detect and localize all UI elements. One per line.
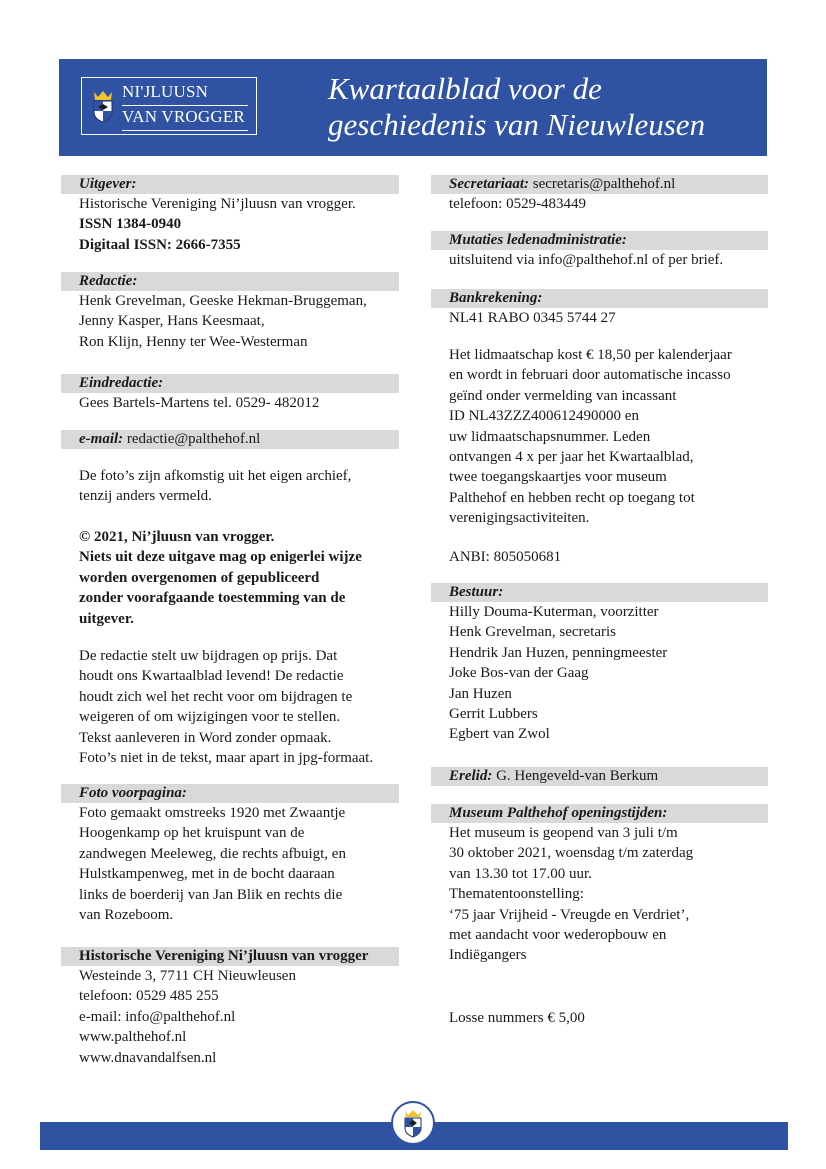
museum-label: Museum Palthehof openingstijden: xyxy=(431,804,768,823)
text-line: en wordt in februari door automatische incasso xyxy=(449,367,731,384)
text-line: houdt zich wel het recht voor om bijdragen te xyxy=(79,688,353,705)
text-line: © 2021, Ni’jluusn van vrogger. xyxy=(79,529,275,545)
erelid-label-row xyxy=(431,767,768,786)
text-line: www.dnavandalfsen.nl xyxy=(79,1049,217,1066)
redactie-text xyxy=(61,291,399,352)
text-line: geïnd onder vermelding van incassant xyxy=(449,387,677,404)
email-label: e-mail: xyxy=(79,431,124,447)
text-line: NL41 RABO 0345 5744 27 xyxy=(449,310,616,326)
text-line: Indiëgangers xyxy=(449,947,527,964)
text-line: twee toegangskaartjes voor museum xyxy=(449,469,667,486)
logo-divider xyxy=(122,105,248,106)
losse-nummers xyxy=(431,1008,768,1028)
text-line: weigeren of om wijzigingen voor te stellen. xyxy=(79,709,341,726)
secretariaat-value: secretaris@palthehof.nl xyxy=(532,176,676,192)
text-line: Tekst aanleveren in Word zonder opmaak. xyxy=(79,729,332,746)
bank-text xyxy=(431,308,768,328)
text-line: Gees Bartels-Martens tel. 0529- 482012 xyxy=(79,395,320,411)
text-line: zandwegen Meeleweg, die rechts afbuigt, en xyxy=(79,845,346,862)
text-line: www.palthehof.nl xyxy=(79,1029,187,1046)
text-line: tenzij anders vermeld. xyxy=(79,488,212,505)
text-line: Jenny Kasper, Hans Keesmaat, xyxy=(79,313,265,330)
mutaties-label: Mutaties ledenadministratie: xyxy=(431,231,768,250)
foto-label: Foto voorpagina: xyxy=(61,784,399,803)
text-line: verenigingsactiviteiten. xyxy=(449,510,590,527)
text-line: Jan Huzen xyxy=(449,685,512,702)
header-banner xyxy=(59,59,767,156)
text-line: Hulstkampenweg, met in de bocht daaraan xyxy=(79,866,335,883)
anbi-section xyxy=(431,547,768,567)
museum-text xyxy=(431,823,768,966)
lidmaatschap-text xyxy=(431,345,768,529)
foto-text xyxy=(61,803,399,925)
text-line: houdt ons Kwartaalblad levend! De redactie xyxy=(79,668,344,685)
text-line: ID NL43ZZZ400612490000 en xyxy=(449,408,639,425)
logo-line2: VAN VROGGER xyxy=(122,107,245,126)
redactie-section xyxy=(61,272,399,352)
bijdragen-section xyxy=(61,646,399,768)
secretariaat-label: Secretariaat: xyxy=(449,176,529,192)
uitgever-section xyxy=(61,175,399,255)
text-line: van Rozeboom. xyxy=(79,907,174,924)
text-line: Henk Grevelman, Geeske Hekman-Bruggeman, xyxy=(79,293,367,309)
crest-icon xyxy=(90,88,116,124)
email-value: redactie@palthehof.nl xyxy=(126,431,261,447)
foto-voorpagina-section xyxy=(61,784,399,925)
text-line: uitgever. xyxy=(79,610,134,627)
text-line: telefoon: 0529-483449 xyxy=(449,196,587,212)
text-line: met aandacht voor wederopbouw en xyxy=(449,927,667,944)
text-line: Westeinde 3, 7711 CH Nieuwleusen xyxy=(79,968,296,984)
issn: ISSN 1384-0940 xyxy=(79,216,182,233)
bank-label: Bankrekening: xyxy=(431,289,768,308)
vereniging-section xyxy=(61,947,399,1068)
text-line: worden overgenomen of gepubliceerd xyxy=(79,569,320,586)
text-line: van 13.30 tot 17.00 uur. xyxy=(449,865,592,882)
logo-line1: NI'JLUUSN xyxy=(122,82,209,101)
mutaties-text xyxy=(431,250,768,270)
text-line: e-mail: info@palthehof.nl xyxy=(79,1008,236,1025)
copyright-text xyxy=(61,527,399,629)
erelid-section xyxy=(431,767,768,786)
text-line: Joke Bos-van der Gaag xyxy=(449,665,589,682)
bestuur-label: Bestuur: xyxy=(431,583,768,602)
text-line: Gerrit Lubbers xyxy=(449,706,538,723)
text-line: Foto gemaakt omstreeks 1920 met Zwaantje xyxy=(79,805,346,821)
copyright-section xyxy=(61,527,399,629)
vereniging-text xyxy=(61,966,399,1068)
erelid-value: G. Hengeveld-van Berkum xyxy=(496,768,659,784)
footer-logo xyxy=(391,1101,435,1145)
text-line: uitsluitend via info@palthehof.nl of per brief. xyxy=(449,252,724,268)
text-line: De foto’s zijn afkomstig uit het eigen archief, xyxy=(79,468,352,484)
mutaties-section xyxy=(431,231,768,270)
digitaal-issn: Digitaal ISSN: 2666-7355 xyxy=(79,236,241,253)
bijdragen-text xyxy=(61,646,399,768)
fotos-note xyxy=(61,466,399,507)
email-section xyxy=(61,430,399,449)
eindredactie-text xyxy=(61,393,399,413)
email-label-row xyxy=(61,430,399,449)
museum-section xyxy=(431,804,768,966)
text-line: Henk Grevelman, secretaris xyxy=(449,624,617,641)
page-title xyxy=(328,71,705,143)
text-line: telefoon: 0529 485 255 xyxy=(79,988,219,1005)
secretariaat-section xyxy=(431,175,768,214)
anbi-text: ANBI: 805050681 xyxy=(449,549,562,565)
uitgever-label: Uitgever: xyxy=(61,175,399,194)
text-line: De redactie stelt uw bijdragen op prijs. Dat xyxy=(79,648,338,664)
text-line: Foto’s niet in de tekst, maar apart in jpg-formaat. xyxy=(79,750,374,767)
redactie-label: Redactie: xyxy=(61,272,399,291)
text-line: Egbert van Zwol xyxy=(449,726,550,743)
erelid-label: Erelid: xyxy=(449,768,493,784)
logo xyxy=(81,77,257,135)
text-line: ‘75 jaar Vrijheid - Vreugde en Verdriet’, xyxy=(449,906,690,923)
text-line: Palthehof en hebben recht op toegang tot xyxy=(449,489,695,506)
losse-text: Losse nummers € 5,00 xyxy=(449,1010,585,1026)
bank-section xyxy=(431,289,768,328)
bestuur-section xyxy=(431,583,768,745)
fotos-text xyxy=(61,466,399,507)
secretariaat-text xyxy=(431,194,768,214)
text-line: ontvangen 4 x per jaar het Kwartaalblad, xyxy=(449,449,694,466)
text-line: Het museum is geopend van 3 juli t/m xyxy=(449,825,678,841)
eindredactie-section xyxy=(61,374,399,413)
text-line: Hendrik Jan Huzen, penningmeester xyxy=(449,644,668,661)
bestuur-text xyxy=(431,602,768,745)
text-line: Ron Klijn, Henny ter Wee-Westerman xyxy=(79,333,308,350)
title-line1: Kwartaalblad voor de xyxy=(328,71,602,106)
title-line2: geschiedenis van Nieuwleusen xyxy=(328,107,706,142)
secretariaat-label-row xyxy=(431,175,768,194)
text-line: Historische Vereniging Ni’jluusn van vrogger. xyxy=(79,196,356,212)
text-line: zonder voorafgaande toestemming van de xyxy=(79,590,346,607)
text-line: Hilly Douma-Kuterman, voorzitter xyxy=(449,604,659,620)
text-line: Het lidmaatschap kost € 18,50 per kalenderjaar xyxy=(449,347,732,363)
text-line: Thematentoonstelling: xyxy=(449,886,584,903)
eindredactie-label: Eindredactie: xyxy=(61,374,399,393)
text-line: Niets uit deze uitgave mag op enigerlei wijze xyxy=(79,549,362,566)
uitgever-text xyxy=(61,194,399,214)
text-line: Hoogenkamp op het kruispunt van de xyxy=(79,825,305,842)
lidmaatschap-section xyxy=(431,345,768,529)
crest-icon xyxy=(393,1103,433,1143)
text-line: 30 oktober 2021, woensdag t/m zaterdag xyxy=(449,845,694,862)
logo-underline xyxy=(122,130,248,131)
text-line: uw lidmaatschapsnummer. Leden xyxy=(449,428,651,445)
vereniging-label: Historische Vereniging Ni’jluusn van vrogger xyxy=(61,947,399,966)
text-line: links de boerderij van Jan Blik en rechts die xyxy=(79,886,343,903)
